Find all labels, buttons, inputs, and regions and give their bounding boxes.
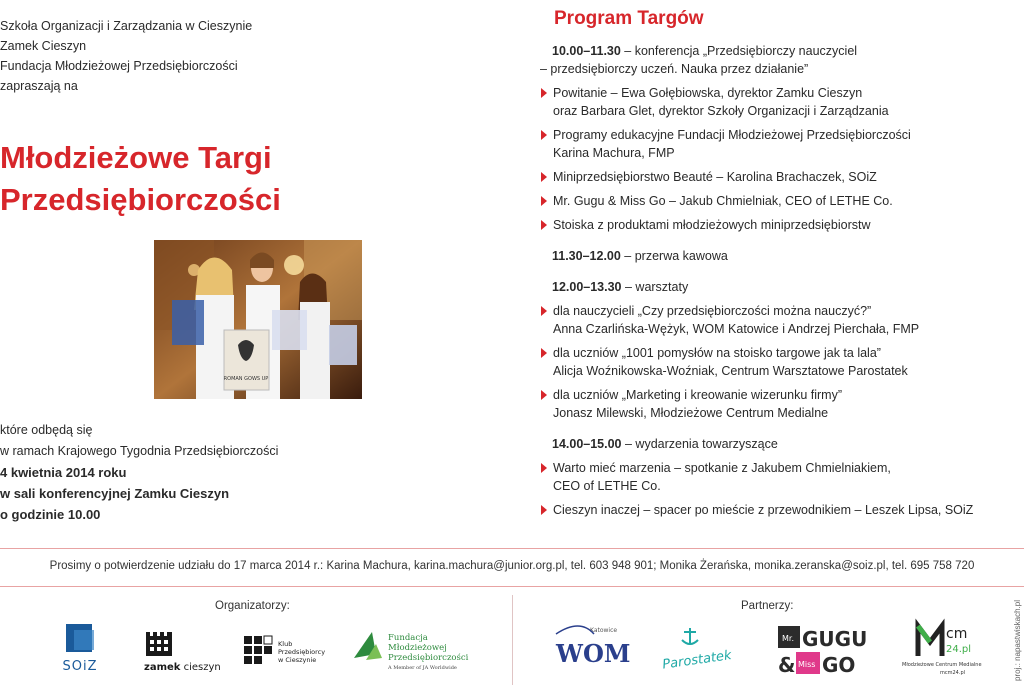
list-item: Powitanie – Ewa Gołębiowska, dyrektor Zamku Cieszyn oraz Barbara Glet, dyrektor Szkoły Organizacji i Zarządzania — [540, 84, 1010, 120]
bullet-triangle-icon — [541, 88, 547, 98]
organizers-label: Organizatorzy: — [215, 600, 290, 612]
event-info — [0, 420, 512, 525]
wom-logo — [550, 622, 631, 672]
svg-text:zamek cieszyn — [144, 662, 221, 673]
wom-text: WOM — [556, 639, 631, 668]
program-title: Program Targów — [554, 8, 704, 29]
host-line-4: zapraszają na — [0, 79, 78, 93]
bullet-triangle-icon — [541, 306, 547, 316]
block-2-time: 11.30–12.00 — [552, 249, 621, 263]
klub-l3: w Cieszynie — [278, 656, 317, 664]
mcm-l1: Młodzieżowe Centrum Medialne — [902, 662, 982, 668]
mr-gugu-miss-go-logo — [776, 624, 866, 676]
mcm24-logo — [900, 620, 990, 678]
gugu-text: GUGU — [802, 627, 868, 651]
mcm-24pl: 24.pl — [946, 644, 972, 655]
bullet-triangle-icon — [541, 172, 547, 182]
partners-label: Partnerzy: — [741, 600, 794, 612]
bullet-triangle-icon — [541, 348, 547, 358]
program-block-4 — [540, 435, 1010, 519]
list-item: Mr. Gugu & Miss Go – Jakub Chmielniak, CEO of LETHE Co. — [540, 192, 1010, 210]
fmp-l2: Młodzieżowej — [388, 643, 447, 653]
list-item: Warto mieć marzenia – spotkanie z Jakubem Chmielniakiem, CEO of LETHE Co. — [540, 459, 1010, 495]
block-1-continuation: – przedsiębiorczy uczeń. Nauka przez działanie” — [540, 62, 809, 76]
bullet-triangle-icon — [541, 220, 547, 230]
list-item: Programy edukacyjne Fundacji Młodzieżowej Przedsiębiorczości Karina Machura, FMP — [540, 126, 1010, 162]
list-item: Cieszyn inaczej – spacer po mieście z przewodnikiem – Leszek Lipsa, SOiZ — [540, 501, 1010, 519]
main-title — [0, 137, 512, 221]
block-4-desc: – wydarzenia towarzyszące — [621, 437, 778, 451]
klub-l2: Przedsiębiorcy — [278, 648, 326, 656]
mcm-l2: mcm24.pl — [940, 670, 966, 676]
klub-przedsiebiorcy-logo — [242, 634, 337, 674]
bullet-triangle-icon — [541, 463, 547, 473]
bullet-triangle-icon — [541, 505, 547, 515]
mr-text: Mr. — [782, 634, 794, 643]
fmp-logo — [352, 630, 482, 675]
main-title-line-1: Młodzieżowe Targi — [0, 140, 272, 175]
host-line-2: Zamek Cieszyn — [0, 39, 87, 53]
event-date: 4 kwietnia 2014 roku — [0, 465, 127, 480]
program-block-1 — [540, 42, 1010, 234]
list-item: dla nauczycieli „Czy przedsiębiorczości można nauczyć?” Anna Czarlińska-Wężyk, WOM Katowice i Andrzej Pierchała, FMP — [540, 302, 1010, 338]
list-item: Stoiska z produktami młodzieżowych miniprzedsiębiorstw — [540, 216, 1010, 234]
wom-small: Katowice — [590, 627, 618, 634]
block-2-header — [540, 247, 1010, 265]
miss-text: Miss — [798, 660, 816, 669]
mcm-cm: cm — [946, 626, 968, 642]
fmp-l3: Przedsiębiorczości — [388, 653, 469, 663]
event-time: o godzinie 10.00 — [0, 507, 101, 522]
footer-divider — [512, 595, 513, 685]
main-title-line-2: Przedsiębiorczości — [0, 182, 281, 217]
block-4-header — [540, 435, 1010, 453]
amp-text: & — [778, 653, 796, 677]
event-line-1: które odbędą się — [0, 423, 93, 437]
contact-info: Prosimy o potwierdzenie udziału do 17 marca 2014 r.: Karina Machura, karina.machura@junior.org.pl, tel. 603 948 901; Monika Żerańska, monika.zeranska@soiz.pl, tel. 695 758 720 — [49, 560, 975, 572]
block-2-desc: – przerwa kawowa — [620, 249, 728, 263]
event-photo — [154, 240, 362, 399]
zamek-cieszyn-logo — [142, 628, 221, 676]
zamek-bold-text: zamek — [144, 662, 181, 673]
klub-l1: Klub — [278, 640, 293, 648]
soiz-logo — [50, 622, 110, 677]
block-1-header — [540, 42, 1010, 60]
event-place: w sali konferencyjnej Zamku Cieszyn — [0, 486, 230, 501]
list-item: Miniprzedsiębiorstwo Beauté – Karolina Brachaczek, SOiZ — [540, 168, 1010, 186]
host-line-1: Szkoła Organizacji i Zarządzania w Cieszynie — [0, 19, 253, 33]
program — [540, 8, 1010, 532]
list-item: dla uczniów „1001 pomysłów na stoisko targowe jak ta lala” Alicja Woźnikowska-Woźniak, Centrum Warsztatowe Parostatek — [540, 344, 1010, 380]
bullet-triangle-icon — [541, 390, 547, 400]
block-3-header — [540, 278, 1010, 296]
block-3-desc: – warsztaty — [621, 280, 689, 294]
parostatek-logo — [656, 624, 752, 674]
go-text: GO — [822, 653, 856, 677]
zamek-rest-text: cieszyn — [180, 662, 221, 673]
divider-top — [0, 548, 1024, 549]
block-1-desc: – konferencja „Przedsiębiorczy nauczyciel — [620, 44, 858, 58]
hosts-block — [0, 16, 512, 96]
block-4-time: 14.00–15.00 — [552, 437, 622, 451]
bag-text: ROMAN GOWS UP — [223, 376, 269, 382]
designer-credit: proj.: napastwiskach.pl — [1013, 600, 1022, 681]
program-block-3 — [540, 278, 1010, 422]
soiz-logo-text: SOiZ — [62, 659, 98, 674]
parostatek-text: Parostatek — [661, 648, 733, 673]
event-line-2: w ramach Krajowego Tygodnia Przedsiębiorczości — [0, 444, 279, 458]
divider-bottom — [0, 586, 1024, 587]
block-1-time: 10.00–11.30 — [552, 44, 621, 58]
fmp-l1: Fundacja — [388, 633, 428, 643]
list-item: dla uczniów „Marketing i kreowanie wizerunku firmy” Jonasz Milewski, Młodzieżowe Centrum Medialne — [540, 386, 1010, 422]
fmp-l4: A Member of JA Worldwide — [388, 665, 457, 671]
host-line-3: Fundacja Młodzieżowej Przedsiębiorczości — [0, 59, 238, 73]
block-3-time: 12.00–13.30 — [552, 280, 622, 294]
bullet-triangle-icon — [541, 196, 547, 206]
program-block-2 — [540, 247, 1010, 265]
bullet-triangle-icon — [541, 130, 547, 140]
